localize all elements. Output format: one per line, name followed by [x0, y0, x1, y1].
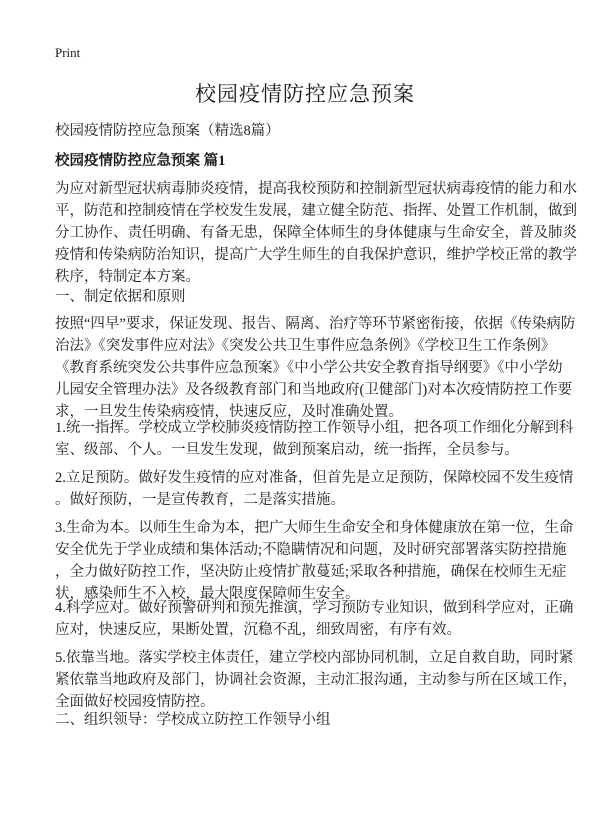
document-subtitle: 校园疫情防控应急预案（精选8篇） — [55, 123, 280, 139]
paragraph-line: 状，感染师生不入校，最大限度保障师生安全。 — [55, 586, 360, 602]
paragraph-line: 。做好预防，一是宣传教育，二是落实措施。 — [55, 492, 345, 508]
paragraph-line: 为应对新型冠状病毒肺炎疫情，提高我校预防和控制新型冠状病毒疫情的能力和水 — [55, 181, 577, 197]
paragraph — [55, 286, 555, 308]
paragraph-line: 室、级部、个人。一旦发生发现，做到预案启动，统一指挥，全员参与。 — [55, 442, 519, 458]
print-label[interactable]: Print — [55, 45, 81, 60]
paragraph-line: ，全力做好防控工作，坚决防止疫情扩散蔓延;采取各种措施，确保在校师生无症 — [55, 564, 567, 580]
paragraph-line: 1.统一指挥。学校成立学校肺炎疫情防控工作领导小组，把各项工作细化分解到科 — [55, 420, 574, 436]
paragraph-line: 安全优先于学业成绩和集体活动;不隐瞒情况和问题，及时研究部署落实防控措施 — [55, 542, 567, 558]
paragraph-line: 平，防范和控制疫情在学校发生发展，建立健全防范、指挥、处置工作机制，做到 — [55, 203, 577, 219]
document-title: 校园疫情防控应急预案 — [195, 82, 415, 106]
paragraph-line: 儿园安全管理办法》及各级教育部门和当地政府(卫健部门)对本次疫情防控工作要 — [55, 382, 573, 398]
paragraph — [55, 517, 574, 605]
paragraph-line: 疫情和传染病防治知识，提高广大学生师生的自我保护意识，维护学校正常的教学 — [55, 247, 577, 263]
section-heading: 校园疫情防控应急预案 篇1 — [55, 153, 226, 169]
paragraph-line: 全面做好校园疫情防控。 — [55, 694, 215, 710]
paragraph-line: 求，一旦发生传染病疫情，快速反应，及时准确处置。 — [55, 404, 403, 420]
paragraph-line: 分工协作、责任明确、有备无患，保障全体师生的身体健康与生命安全，普及肺炎 — [55, 225, 577, 241]
paragraph-line: 治法》《突发事件应对法》《突发公共卫生事件应急条例》《学校卫生工作条例》 — [55, 338, 556, 354]
paragraph-line: 应对，快速反应，果断处置，沉稳不乱，细致周密，有序有效。 — [55, 622, 461, 638]
paragraph-line: 一、制定依据和原则 — [55, 289, 186, 305]
paragraph-line: 《教育系统突发公共事件应急预案》《中小学公共安全教育指导纲要》《中小学幼 — [55, 360, 563, 376]
paragraph-line: 2.立足预防。做好发生疫情的应对准备，但首先是立足预防，保障校园不发生疫情 — [55, 470, 574, 486]
paragraph — [55, 647, 577, 713]
paragraph — [55, 597, 574, 641]
paragraph-line: 4.科学应对。做好预警研判和预先推演，学习预防专业知识，做到科学应对，正确 — [55, 600, 574, 616]
paragraph — [55, 178, 577, 288]
paragraph — [55, 467, 574, 511]
paragraph-line: 5.依靠当地。落实学校主体责任，建立学校内部协同机制，立足自救自助，同时紧 — [55, 650, 574, 666]
paragraph — [55, 417, 574, 461]
paragraph-line: 紧依靠当地政府及部门，协调社会资源，主动汇报沟通，主动参与所在区域工作， — [55, 672, 577, 688]
paragraph — [55, 709, 555, 731]
paragraph-line: 秩序，特制定本方案。 — [55, 269, 200, 285]
paragraph-line: 3.生命为本。以师生生命为本，把广大师生生命安全和身体健康放在第一位，生命 — [55, 520, 574, 536]
paragraph — [55, 313, 576, 423]
paragraph-line: 二、组织领导：学校成立防控工作领导小组 — [55, 712, 331, 728]
paragraph-line: 按照“四早”要求，保证发现、报告、隔离、治疗等环节紧密衔接，依据《传染病防 — [55, 316, 576, 332]
